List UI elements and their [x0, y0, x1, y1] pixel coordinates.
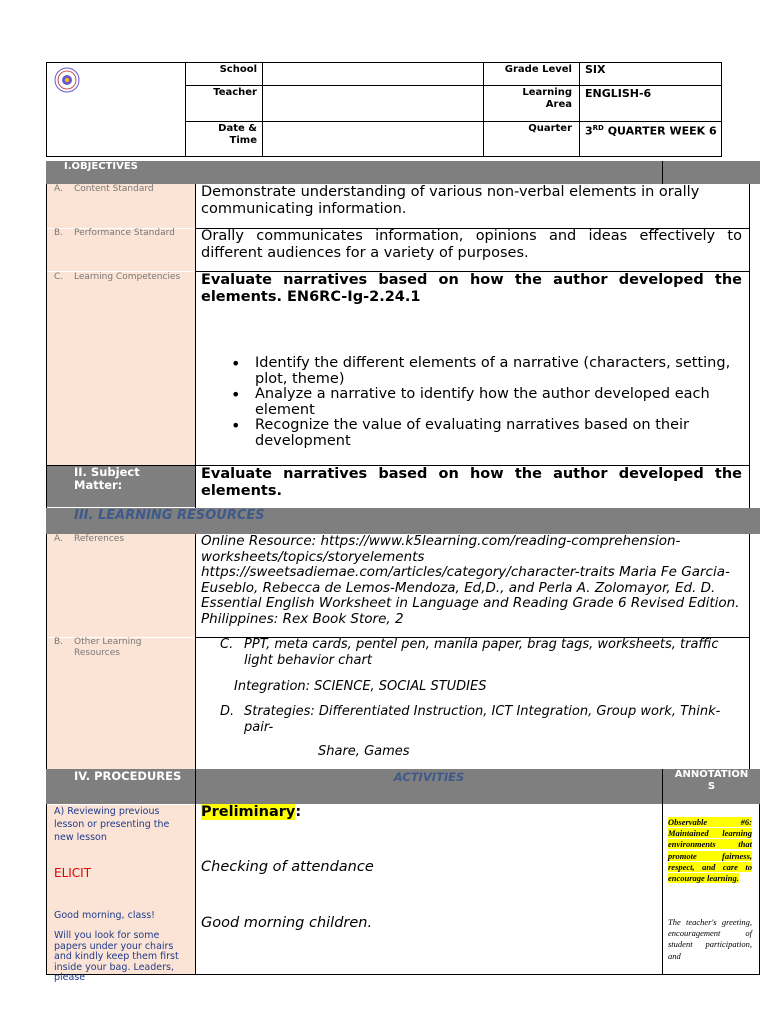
date-time-field[interactable]	[265, 123, 480, 154]
annotation-highlight: Observable #6: Maintained learning environments that promote fairness, respect, and care to encourage learning.	[668, 817, 752, 884]
subject-matter-label: II. Subject Matter:	[74, 465, 140, 492]
share-games-text: Share, Games	[318, 744, 410, 759]
performance-standard-text: Orally communicates information, opinions and ideas effectively to different audiences for a variety of purposes.	[201, 228, 742, 261]
subject-matter-text: Evaluate narratives based on how the author developed the elements.	[201, 466, 742, 499]
elicit-label: ELICIT	[54, 866, 92, 880]
annotations-heading: ANNOTATION S	[674, 769, 749, 792]
grade-level-value: SIX	[585, 63, 606, 76]
quarter-label: Quarter	[528, 123, 572, 134]
content-standard-text: Demonstrate understanding of various non-verbal elements in orally communicating information.	[201, 184, 700, 217]
review-lesson-label: A) Reviewing previous lesson or presenting the new lesson	[54, 806, 170, 843]
strategies-letter: D.	[220, 704, 235, 719]
header-table	[46, 62, 722, 157]
objectives-band	[46, 161, 760, 184]
learning-area-label: Learning Area	[522, 87, 572, 110]
content-standard-label: A. Content Standard	[54, 184, 154, 194]
other-resources-label: B. Other Learning Resources	[54, 637, 142, 658]
references-label: A. References	[54, 534, 125, 544]
attendance-text: Checking of attendance	[201, 859, 374, 875]
objectives-heading: I.OBJECTIVES	[64, 161, 138, 172]
strategies-text: Strategies: Differentiated Instruction, ICT Integration, Group work, Think-pair-	[244, 704, 721, 735]
procedures-heading: IV. PROCEDURES	[74, 769, 182, 783]
materials-letter: C.	[220, 637, 234, 652]
competency-item: • Analyze a narrative to identify how the author developed each element	[201, 387, 736, 418]
activities-heading: ACTIVITIES	[393, 770, 465, 784]
preliminary-heading: Preliminary:	[201, 804, 302, 820]
instructions-text: Will you look for some papers under your chairs and kindly keep them first inside your bag. Leaders, please	[54, 930, 179, 983]
performance-standard-label: B. Performance Standard	[54, 228, 175, 238]
school-label: School	[219, 64, 257, 75]
learning-competencies-text: Evaluate narratives based on how the author developed the elements. EN6RC-Ig-2.24.1	[201, 272, 742, 305]
date-time-label: Date & Time	[218, 123, 257, 146]
grade-level-label: Grade Level	[504, 64, 572, 75]
resources-heading: III. LEARNING RESOURCES	[74, 508, 265, 523]
quarter-value: 3RD QUARTER WEEK 6	[585, 124, 717, 138]
deped-seal-icon	[51, 66, 83, 94]
references-text: Online Resource: https://www.k5learning.com/reading-comprehension-worksheets/topics/storyelements https://sweetsadiemae.com/articles/category/character-traits Maria Fe Garcia-Euseblo, Rebecca de Lemos-Mendoza, Ed,D., and Perla A. Zolomayor, Ed. D. Essential English Worksheet in Language and Reading Grade 6 Revised Edition. Philippines: Rex Book Store, 2	[201, 533, 740, 627]
annotation-text: The teacher's greeting, encouragement of student participation, and	[668, 917, 752, 961]
teacher-label: Teacher	[213, 87, 257, 98]
school-field[interactable]	[265, 64, 480, 83]
greeting-text: Good morning, class!	[54, 910, 155, 921]
good-morning-text: Good morning children.	[201, 915, 373, 931]
materials-text: PPT, meta cards, pentel pen, manila paper, brag tags, worksheets, traffic light behavior chart	[244, 637, 719, 668]
competency-list	[201, 356, 736, 449]
logo-cell	[47, 63, 185, 156]
integration-text: Integration: SCIENCE, SOCIAL STUDIES	[234, 679, 487, 694]
competency-item: • Identify the different elements of a narrative (characters, setting, plot, theme)	[201, 356, 736, 387]
teacher-field[interactable]	[265, 87, 480, 119]
learning-competencies-label: C. Learning Competencies	[54, 272, 181, 282]
learning-area-value: ENGLISH-6	[585, 87, 652, 100]
competency-item: • Recognize the value of evaluating narratives based on their development	[201, 418, 736, 449]
